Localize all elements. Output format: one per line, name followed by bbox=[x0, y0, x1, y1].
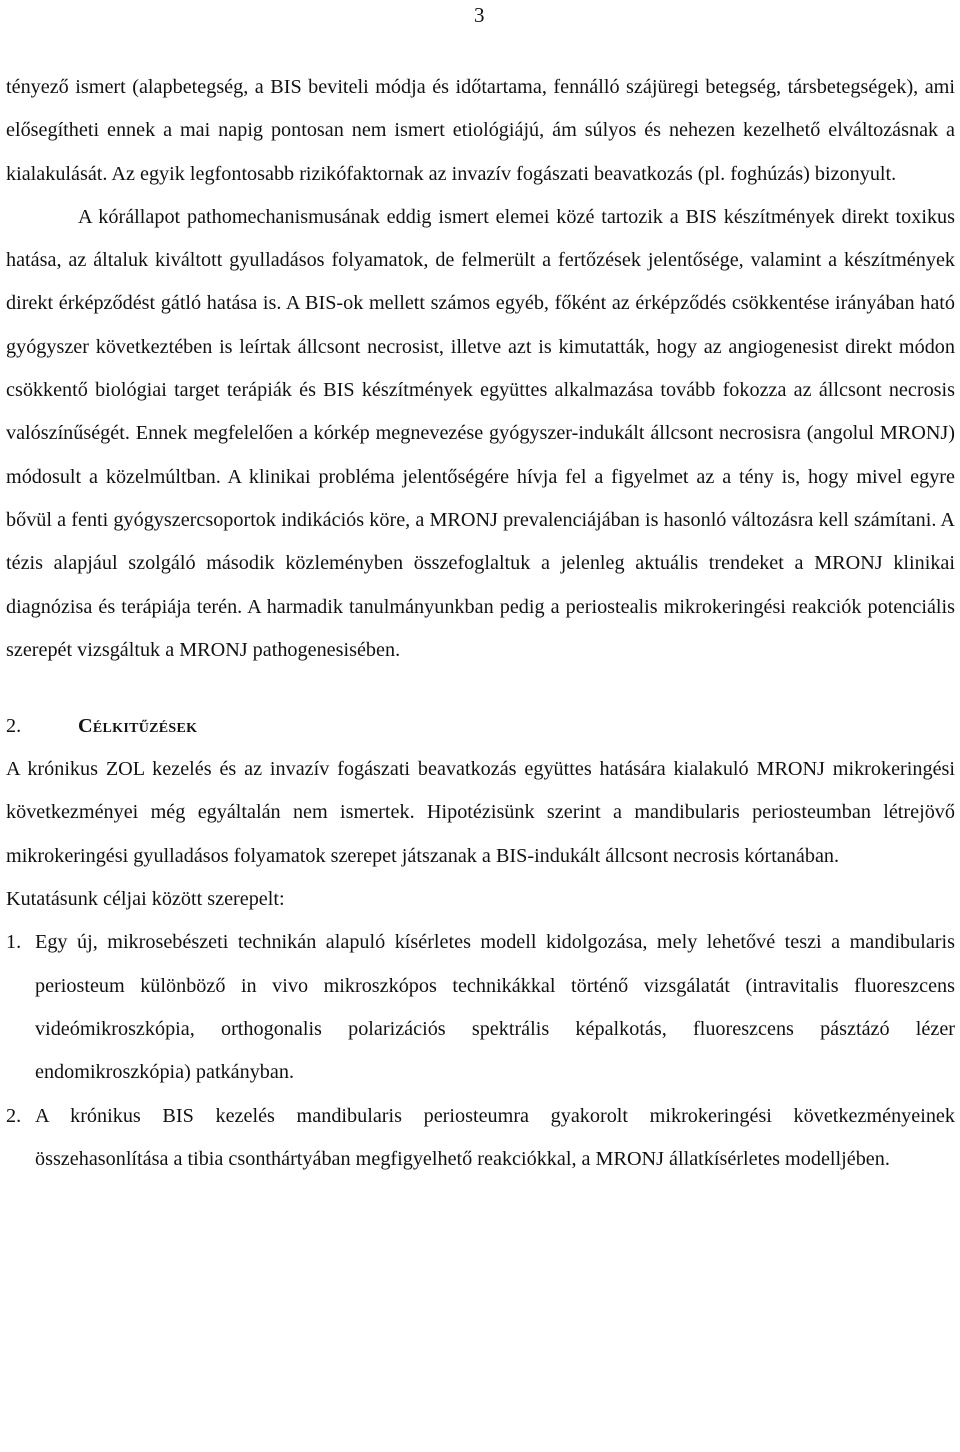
list-marker: 1. bbox=[6, 931, 22, 954]
section-paragraph: A krónikus ZOL kezelés és az invazív fogászati beavatkozás együttes hatására kialakuló MRONJ mikrokeringési következményei még egyáltalán nem ismertek. Hipotézisünk szerint a mandibularis periosteumban létrejövő mikrokeringési gyulladásos folyamatok szerepet játszanak a BIS-indukált állcsont necrosis kórtanában. bbox=[6, 758, 955, 867]
section-number: 2. bbox=[6, 715, 22, 738]
page-number: 3 bbox=[474, 3, 485, 27]
list-item-text: A krónikus BIS kezelés mandibularis periosteumra gyakorolt mikrokeringési következményeinek összehasonlítása a tibia csonthártyában megfigyelhető reakciókkal, a MRONJ állatkísérletes modelljében. bbox=[35, 1104, 955, 1170]
section-title: Célkitűzések bbox=[78, 715, 198, 738]
list-item bbox=[6, 1095, 955, 1182]
list-item-text: Egy új, mikrosebészeti technikán alapuló kísérletes modell kidolgozása, mely lehetővé teszi a mandibularis periosteum különböző in vivo mikroszkópos technikákkal történő vizsgálatát (intravitalis fluoreszcens videómikroszkópia, orthogonalis polarizációs spektrális képalkotás, fluoreszcens pásztázó lézer endomikroszkópia) patkányban. bbox=[35, 931, 955, 1084]
list-marker: 2. bbox=[6, 1104, 22, 1127]
intro-paragraph-2: A kórállapot pathomechanismusának eddig ismert elemei közé tartozik a BIS készítmények direkt toxikus hatása, az általuk kiváltott gyulladásos folyamatok, de felmerült a fertőzések jelentősége, valamint a készítmények direkt érképződést gátló hatása is. A BIS-ok mellett számos egyéb, főként az érképződés csökkentése irányában ható gyógyszer következtében is leírtak állcsont necrosist, illetve azt is kimutatták, hogy az angiogenesist direkt módon csökkentő biológiai target terápiák és BIS készítmények együttes alkalmazása tovább fokozza az állcsont necrosis valószínűségét. Ennek megfelelően a kórkép megnevezése gyógyszer-indukált állcsont necrosisra (angolul MRONJ) módosult a közelmúltban. A klinikai probléma jelentőségére hívja fel a figyelmet az a tény is, hogy mivel egyre bővül a fenti gyógyszercsoportok indikációs köre, a MRONJ prevalenciájában is hasonló változásra kell számítani. A tézis alapjául szolgáló második közleményben összefoglaltuk a jelenleg aktuális trendeket a MRONJ klinikai diagnózisa és terápiája terén. A harmadik tanulmányunkban pedig a periostealis mikrokeringési reakciók potenciális szerepét vizsgáltuk a MRONJ pathogenesisében. bbox=[6, 205, 955, 661]
goals-intro: Kutatásunk céljai között szerepelt: bbox=[6, 888, 285, 911]
section-heading bbox=[6, 705, 955, 748]
intro-paragraph-1: tényező ismert (alapbetegség, a BIS beviteli módja és időtartama, fennálló szájüregi betegség, társbetegségek), ami elősegítheti ennek a mai napig pontosan nem ismert etiológiájú, ám súlyos és nehezen kezelhető elváltozásnak a kialakulását. Az egyik legfontosabb rizikófaktornak az invazív fogászati beavatkozás (pl. foghúzás) bizonyult. bbox=[6, 76, 955, 185]
document-body bbox=[6, 66, 955, 1181]
goals-list bbox=[6, 921, 955, 1181]
list-item bbox=[6, 921, 955, 1094]
